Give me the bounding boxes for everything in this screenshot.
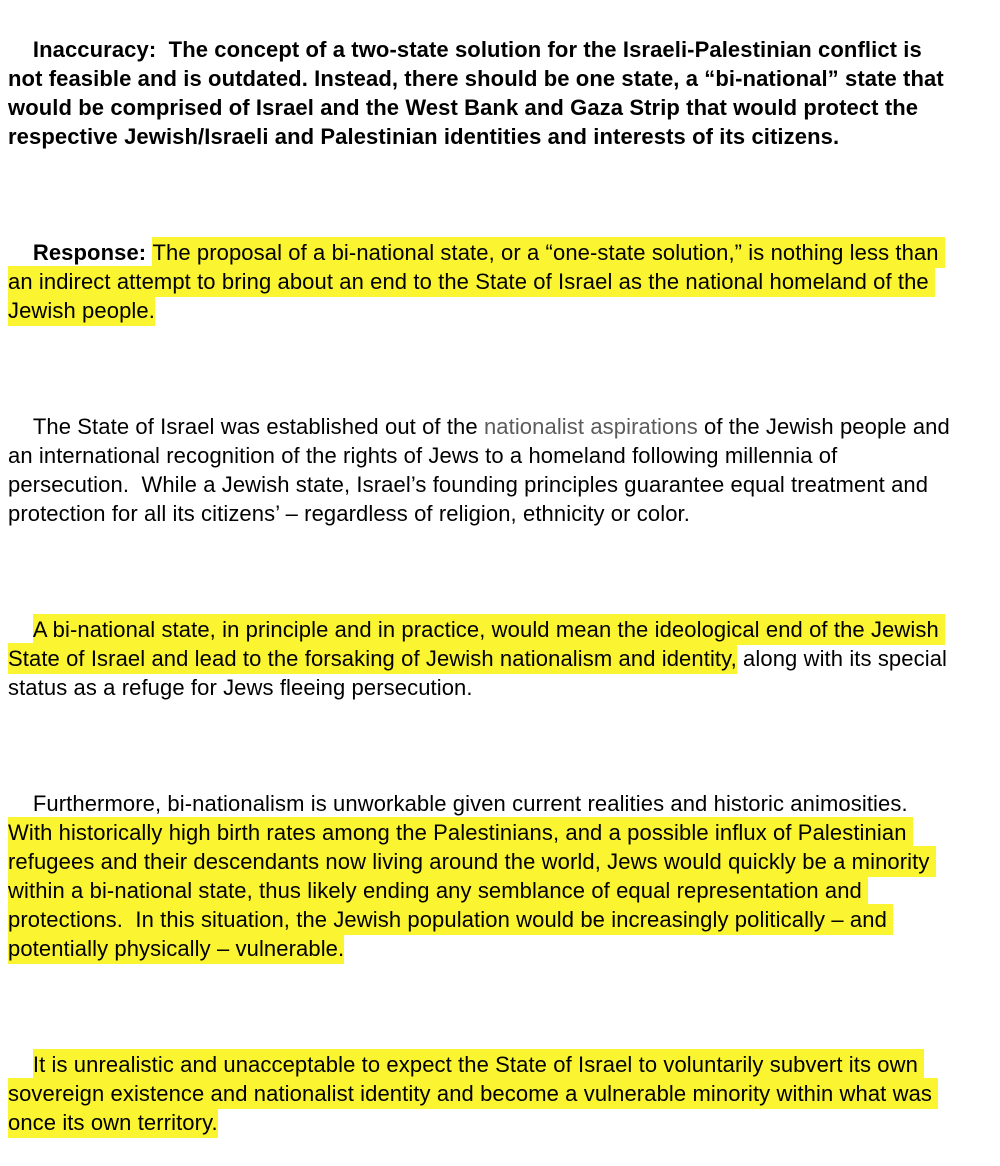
paragraph-state-of-israel-history <box>8 383 957 557</box>
paragraph-binationalism-unworkable <box>8 760 953 992</box>
nationalist-aspirations-muted-text: nationalist aspirations <box>483 414 698 439</box>
history-text-end: of the Jewish people and an international recognition of the rights of Jews to a homeland following millennia of persecution. While a Jewish state, Israel’s founding principles guarantee equal treatment and protection for all its citizens’ – regardless of religion, ethnicity or color. <box>8 414 957 526</box>
response-label: Response: <box>32 240 153 265</box>
paragraph-binational-state-consequences <box>8 586 953 731</box>
history-text-start: The State of Israel was established out of the <box>32 414 484 439</box>
paragraph-inaccuracy-claim <box>8 6 953 180</box>
paragraph-unrealistic-expectation <box>8 1021 953 1166</box>
consequences-highlighted-text: A bi-national state, in principle and in practice, would mean the ideological end of the Jewish State of Israel and lead to the forsaking of Jewish nationalism and identity, <box>8 614 945 674</box>
unworkable-highlighted-text: With historically high birth rates among the Palestinians, and a possible influx of Palestinian refugees and their descendants now living around the world, Jews would quickly be a minority within a bi-national state, thus likely ending any semblance of equal representation and protections. In this situation, the Jewish population would be increasingly politically – and potentially physically – vulnerable. <box>8 817 936 964</box>
unworkable-text-start: Furthermore, bi-nationalism is unworkable given current realities and historic animosities. <box>32 791 921 816</box>
unrealistic-highlighted-text: It is unrealistic and unacceptable to expect the State of Israel to voluntarily subvert its own sovereign existence and nationalist identity and become a vulnerable minority within what was once its own territory. <box>8 1049 938 1138</box>
consequences-text-end: along with its special status as a refuge for Jews fleeing persecution. <box>8 646 954 700</box>
paragraph-response-lead <box>8 209 953 354</box>
inaccuracy-claim-text: Inaccuracy: The concept of a two-state solution for the Israeli-Palestinian conflict is not feasible and is outdated. Instead, there should be one state, a “bi-national” state that would be comprised of Israel and the West Bank and Gaza Strip that would protect the respective Jewish/Israeli and Palestinian identities and interests of its citizens. <box>8 37 950 149</box>
response-highlighted-text: The proposal of a bi-national state, or a “one-state solution,” is nothing less than an indirect attempt to bring about an end to the State of Israel as the national homeland of the Jewish people. <box>8 237 945 326</box>
